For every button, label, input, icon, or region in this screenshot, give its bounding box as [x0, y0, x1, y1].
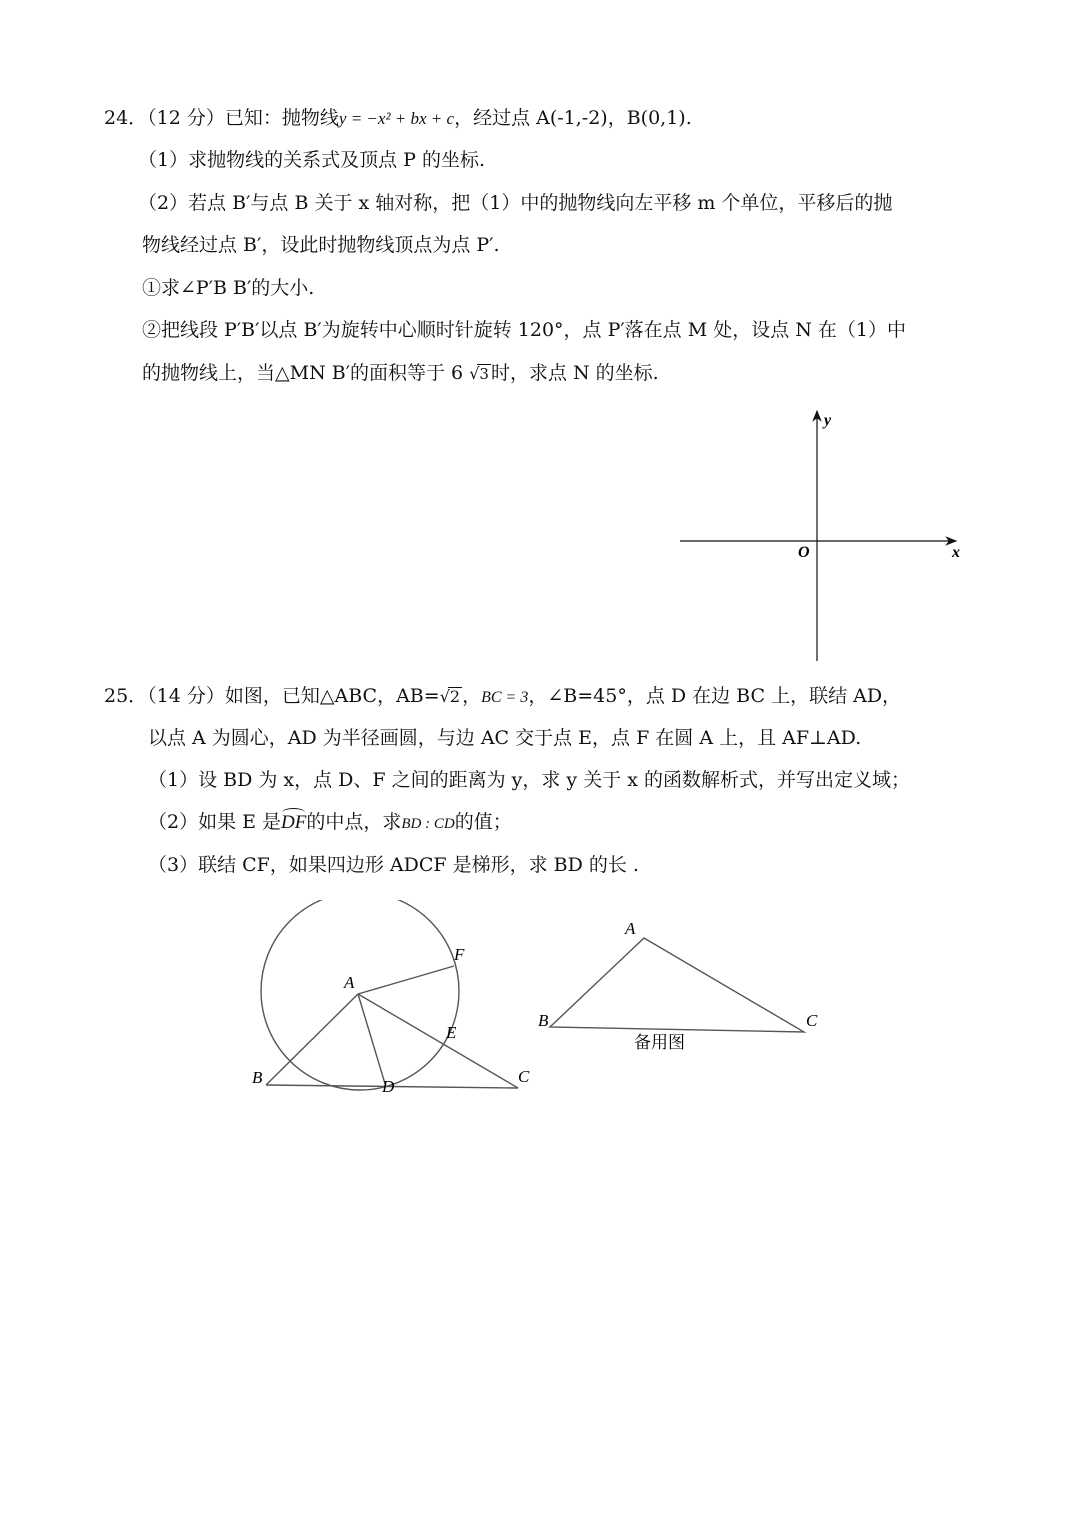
q24-sub2-sqrt-value: 3: [479, 365, 489, 383]
label-e: E: [446, 1023, 457, 1042]
q24-sub2-line2-a: 的抛物线上，当△MN B′的面积等于 6: [142, 362, 464, 384]
q25-part2-b: 的中点，求: [306, 811, 402, 833]
q25-part3: （3）联结 CF，如果四边形 ADCF 是梯形，求 BD 的长 .: [148, 854, 639, 876]
q25-line1-b: ，: [462, 685, 482, 707]
q25-line1-a: 25．（14 分）如图，已知△ABC，AB=: [104, 685, 440, 707]
q24-part1: （1）求抛物线的关系式及顶点 P 的坐标.: [138, 149, 485, 171]
spare-label-a: A: [625, 919, 636, 938]
q24-sub2-line2: 的抛物线上，当△MN B′的面积等于 6 √3 时，求点 N 的坐标.: [142, 362, 659, 384]
q24-sub1: ①求∠P′B B′的大小.: [142, 277, 315, 299]
q25-figure-circle: [246, 900, 546, 1100]
q25-part2: [148, 810, 512, 836]
q25-part2-a: （2）如果 E 是: [148, 811, 282, 833]
q25-line1: 25．（14 分）如图，已知△ABC，AB=√2 ，BC = 3，∠B=45°，点 D 在边 BC 上，联结 AD，: [104, 685, 902, 707]
origin-label: O: [798, 544, 810, 561]
q24-sub2-line1: ②把线段 P′B′以点 B′为旋转中心顺时针旋转 120°，点 P′落在点 M 处，设点 N 在（1）中: [142, 319, 907, 341]
q25-figure-spare-triangle: [534, 908, 834, 1058]
q24-sub2-line2-b: 时，求点 N 的坐标.: [490, 362, 659, 384]
label-a: A: [344, 973, 355, 992]
spare-label-c: C: [806, 1011, 818, 1030]
q24-header-text: 24．（12 分）已知：抛物线: [104, 107, 339, 129]
q24-header: [104, 106, 692, 131]
q25-ratio: BD : CD: [401, 816, 455, 832]
q25-part2-c: 的值；: [454, 811, 512, 833]
spare-label-b: B: [538, 1011, 549, 1030]
q25-line2: 以点 A 为圆心，AD 为半径画圆，与边 AC 交于点 E，点 F 在圆 A 上，且 AF⊥AD.: [148, 727, 862, 749]
q25-bc: BC = 3: [481, 689, 529, 706]
q24-part2-line1: （2）若点 B′与点 B 关于 x 轴对称，把（1）中的抛物线向左平移 m 个单位，平移后的抛: [138, 192, 893, 214]
q24-part2-line2: 物线经过点 B′，设此时抛物线顶点为点 P′.: [142, 234, 500, 256]
q24-header-tail: ，经过点 A(-1,-2)，B(0,1).: [454, 107, 692, 129]
label-d: D: [382, 1077, 395, 1096]
triangle-abc: [550, 938, 804, 1032]
label-f: F: [454, 945, 465, 964]
segment-af: [358, 966, 454, 994]
label-b: B: [252, 1068, 263, 1087]
q24-equation: y = −x² + bx + c: [338, 109, 455, 128]
spare-caption: 备用图: [634, 1033, 685, 1053]
y-axis-label: y: [824, 412, 832, 429]
segment-ab: [266, 994, 358, 1085]
q25-line1-c: ，∠B=45°，点 D 在边 BC 上，联结 AD，: [528, 685, 902, 707]
label-c: C: [518, 1067, 530, 1086]
q25-part1: （1）设 BD 为 x，点 D、F 之间的距离为 y，求 y 关于 x 的函数解析式，并写出定义域；: [148, 769, 910, 791]
x-axis-label: x: [952, 544, 960, 561]
q24-coordinate-axes: [676, 405, 976, 665]
arc-df: DF: [281, 812, 307, 833]
q25-sqrt-value: 2: [449, 687, 461, 706]
